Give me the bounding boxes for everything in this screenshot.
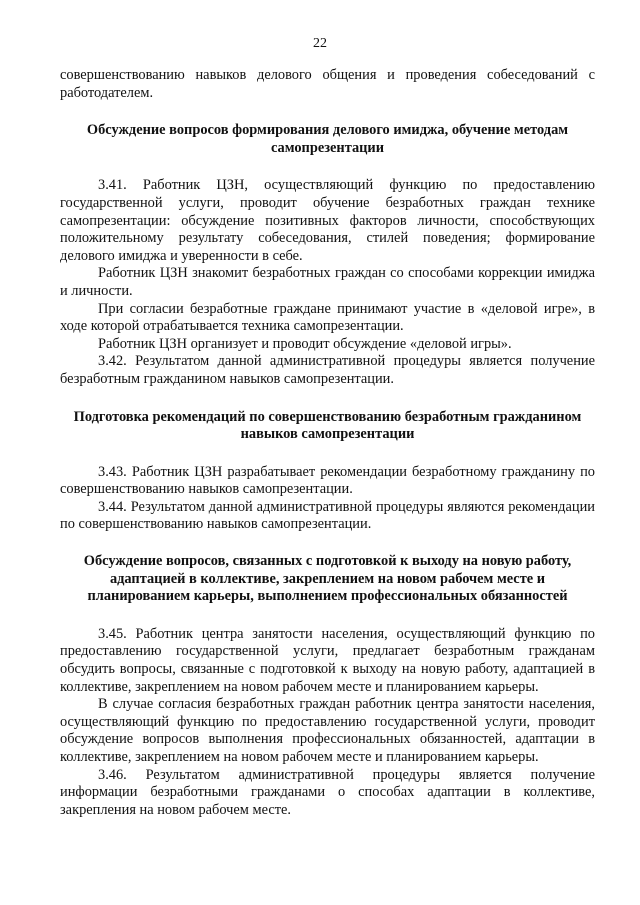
paragraph: При согласии безработные граждане принимают участие в «деловой игре», в ходе которой отрабатывается техника самопрезентации. [60,300,595,335]
paragraph: 3.46. Результатом административной процедуры является получение информации безработными гражданами о способах адаптации в коллективе, закрепления на новом рабочем месте. [60,766,595,818]
paragraph: 3.41. Работник ЦЗН, осуществляющий функцию по предоставлению государственной услуги, проводит обучение безработных граждан технике самопрезентации: обсуждение позитивных факторов личности, способствующих положительному результату собеседования, стилей поведения; формирование делового имиджа и уверенности в себе. [60,177,595,264]
paragraph: 3.45. Работник центра занятости населения, осуществляющий функцию по предоставлению государственной услуги, предлагает безработным гражданам обсудить вопросы, связанные с подготовкой к выходу на новую работу, адаптацией в коллективе, закреплением на новом рабочем месте и планированием карьеры. [60,625,595,695]
paragraph: Работник ЦЗН организует и проводит обсуждение «деловой игры». [98,335,512,352]
page-number: 22 [313,36,327,51]
intro-paragraph: совершенствованию навыков делового общения и проведения собеседований с работодателем. [60,67,595,101]
section-heading: Обсуждение вопросов формирования делового имиджа, обучение методам самопрезентации [86,122,569,156]
paragraph: Работник ЦЗН знакомит безработных граждан со способами коррекции имиджа и личности. [60,265,595,299]
paragraph: 3.44. Результатом данной административной процедуры являются рекомендации по совершенствованию навыков самопрезентации. [60,498,595,533]
page-content [60,67,595,819]
paragraph: В случае согласия безработных граждан работник центра занятости населения, осуществляющий функцию по предоставлению государственной услуги, проводит обсуждение вопросов выполнения профессиональных обязанностей, адаптации в коллективе, закреплением на новом рабочем месте и планированием карьеры. [60,696,595,765]
section-heading: Обсуждение вопросов, связанных с подготовкой к выходу на новую работу, адаптацией в коллективе, закреплением на новом рабочем месте и планированием карьеры, выполнением профессиональных обязанностей [83,553,572,605]
section-heading: Подготовка рекомендаций по совершенствованию безработным гражданином навыков самопрезентации [73,408,582,443]
paragraph: 3.42. Результатом данной административной процедуры является получение безработным гражданином навыков самопрезентации. [60,353,595,387]
paragraph: 3.43. Работник ЦЗН разрабатывает рекомендации безработному гражданину по совершенствованию навыков самопрезентации. [60,463,595,498]
